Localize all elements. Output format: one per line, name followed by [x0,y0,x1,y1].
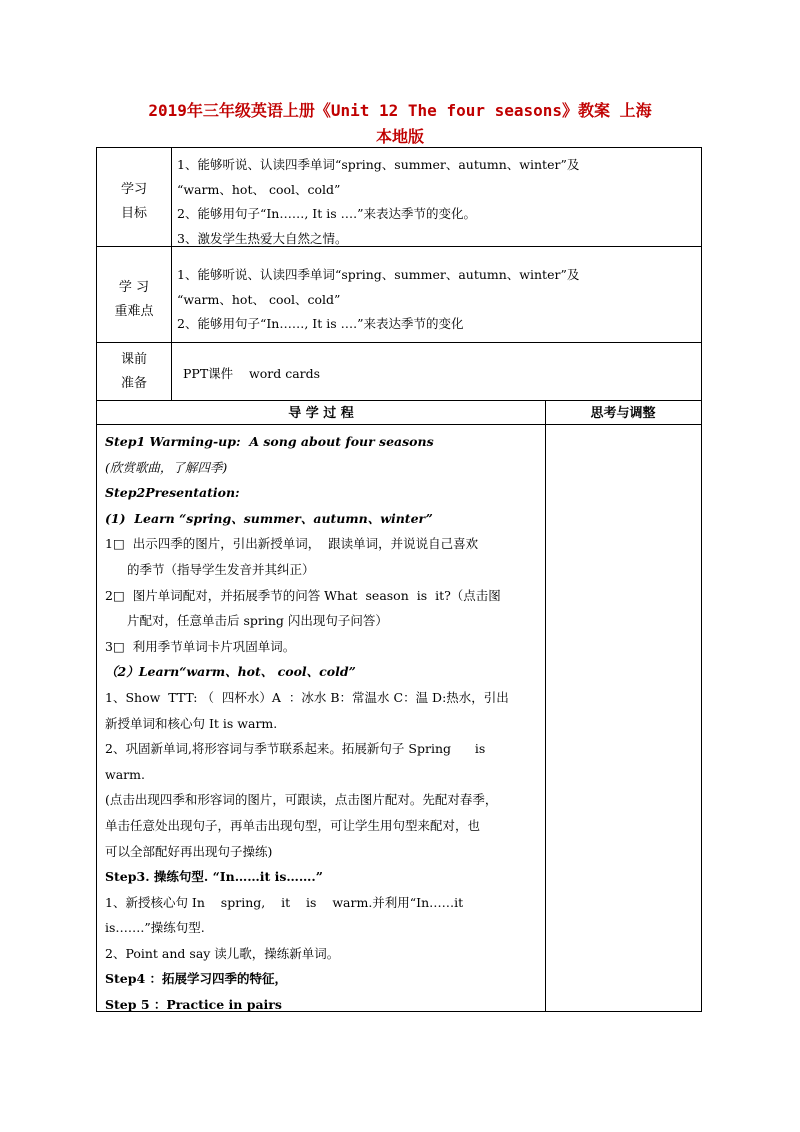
row-divider [97,400,701,401]
prep-text: PPT课件 word cards [183,366,321,381]
process-line: Step1 Warming-up: A song about four seasons [105,434,434,449]
process-line: 3□ 利用季节单词卡片巩固单词。 [105,638,296,654]
process-line: 单击任意处出现句子，再单击出现句型，可让学生用句型来配对，也 [105,817,481,833]
prep-label-1: 课前 [120,352,147,367]
prep-label-2: 准备 [120,376,147,391]
row-divider [97,342,701,343]
process-line: (1) Learn “spring、summer、autumn、winter” [105,510,433,526]
lesson-plan-table [96,147,702,1012]
objective-line: 3、激发学生热爱大自然之情。 [177,230,348,246]
process-header: 导 学 过 程 [288,406,354,421]
objectives-label-1: 学习 [120,182,147,197]
keypoints-label [97,276,171,324]
objective-line: 1、能够听说、认读四季单词“spring、summer、autumn、winter”及 [177,157,580,172]
keypoints-label-1: 学 习 [118,280,150,295]
reflection-cell [546,425,701,1011]
process-line: 2、Point and say 读儿歌，操练新单词。 [105,945,340,961]
title-line-2: 本地版 [375,127,424,146]
keypoint-line: 2、能够用句子“In……, It is ….”来表达季节的变化 [177,316,464,331]
process-line: (欣赏歌曲，了解四季) [105,459,228,475]
process-line: 2□ 图片单词配对，并拓展季节的问答 What season is it?（点击图 [105,587,501,603]
process-line: Step4 ：拓展学习四季的特征， [105,971,288,987]
reflection-header: 思考与调整 [590,406,656,421]
process-content [105,429,543,1018]
keypoint-line: “warm、hot、 cool、cold” [177,291,341,307]
objectives-label [97,178,171,226]
process-line: 片配对，任意单击后 spring 闪出现句子问答） [127,613,388,629]
process-line: 1□ 出示四季的图片，引出新授单词， 跟读单词，并说说自己喜欢 [105,536,479,552]
process-line: 的季节（指导学生发音并其纠正） [127,561,315,577]
keypoints-label-2: 重难点 [114,304,154,319]
objective-line: “warm、hot、 cool、cold” [177,181,341,197]
column-divider [171,148,172,400]
title-line-1: 2019年三年级英语上册《Unit 12 The four seasons》教案 上海 [148,101,652,120]
process-line: is…….”操练句型. [105,920,205,936]
prep-label [97,348,171,396]
process-line: 1、Show TTT: （ 四杯水）A ：冰水 B：常温水 C：温 D:热水，引出 [105,689,509,705]
process-line: Step3. 操练句型. “In……it is…….” [105,869,323,885]
objectives-label-2: 目标 [120,206,147,221]
objectives-content [177,153,693,251]
process-line: （2）Learn“warm、hot、 cool、cold” [105,664,356,680]
process-line: warm. [105,766,145,782]
process-line: 可以全部配好再出现句子操练) [105,843,273,859]
keypoints-content [177,263,693,337]
document-title [100,98,700,150]
prep-content [183,362,693,387]
process-line: 新授单词和核心句 It is warm. [105,715,278,731]
process-line: Step2Presentation: [105,485,240,501]
keypoint-line: 1、能够听说、认读四季单词“spring、summer、autumn、winter”及 [177,267,580,282]
objective-line: 2、能够用句子“In……, It is ….”来表达季节的变化。 [177,206,476,221]
process-line: 2、巩固新单词,将形容词与季节联系起来。拓展新句子 Spring is [105,741,486,757]
process-line: Step 5 ：Practice in pairs [105,997,282,1013]
process-line: 1、新授核心句 In spring, it is warm.并利用“In……it [105,894,464,910]
process-line: (点击出现四季和形容词的图片，可跟读，点击图片配对。先配对春季， [105,792,498,808]
